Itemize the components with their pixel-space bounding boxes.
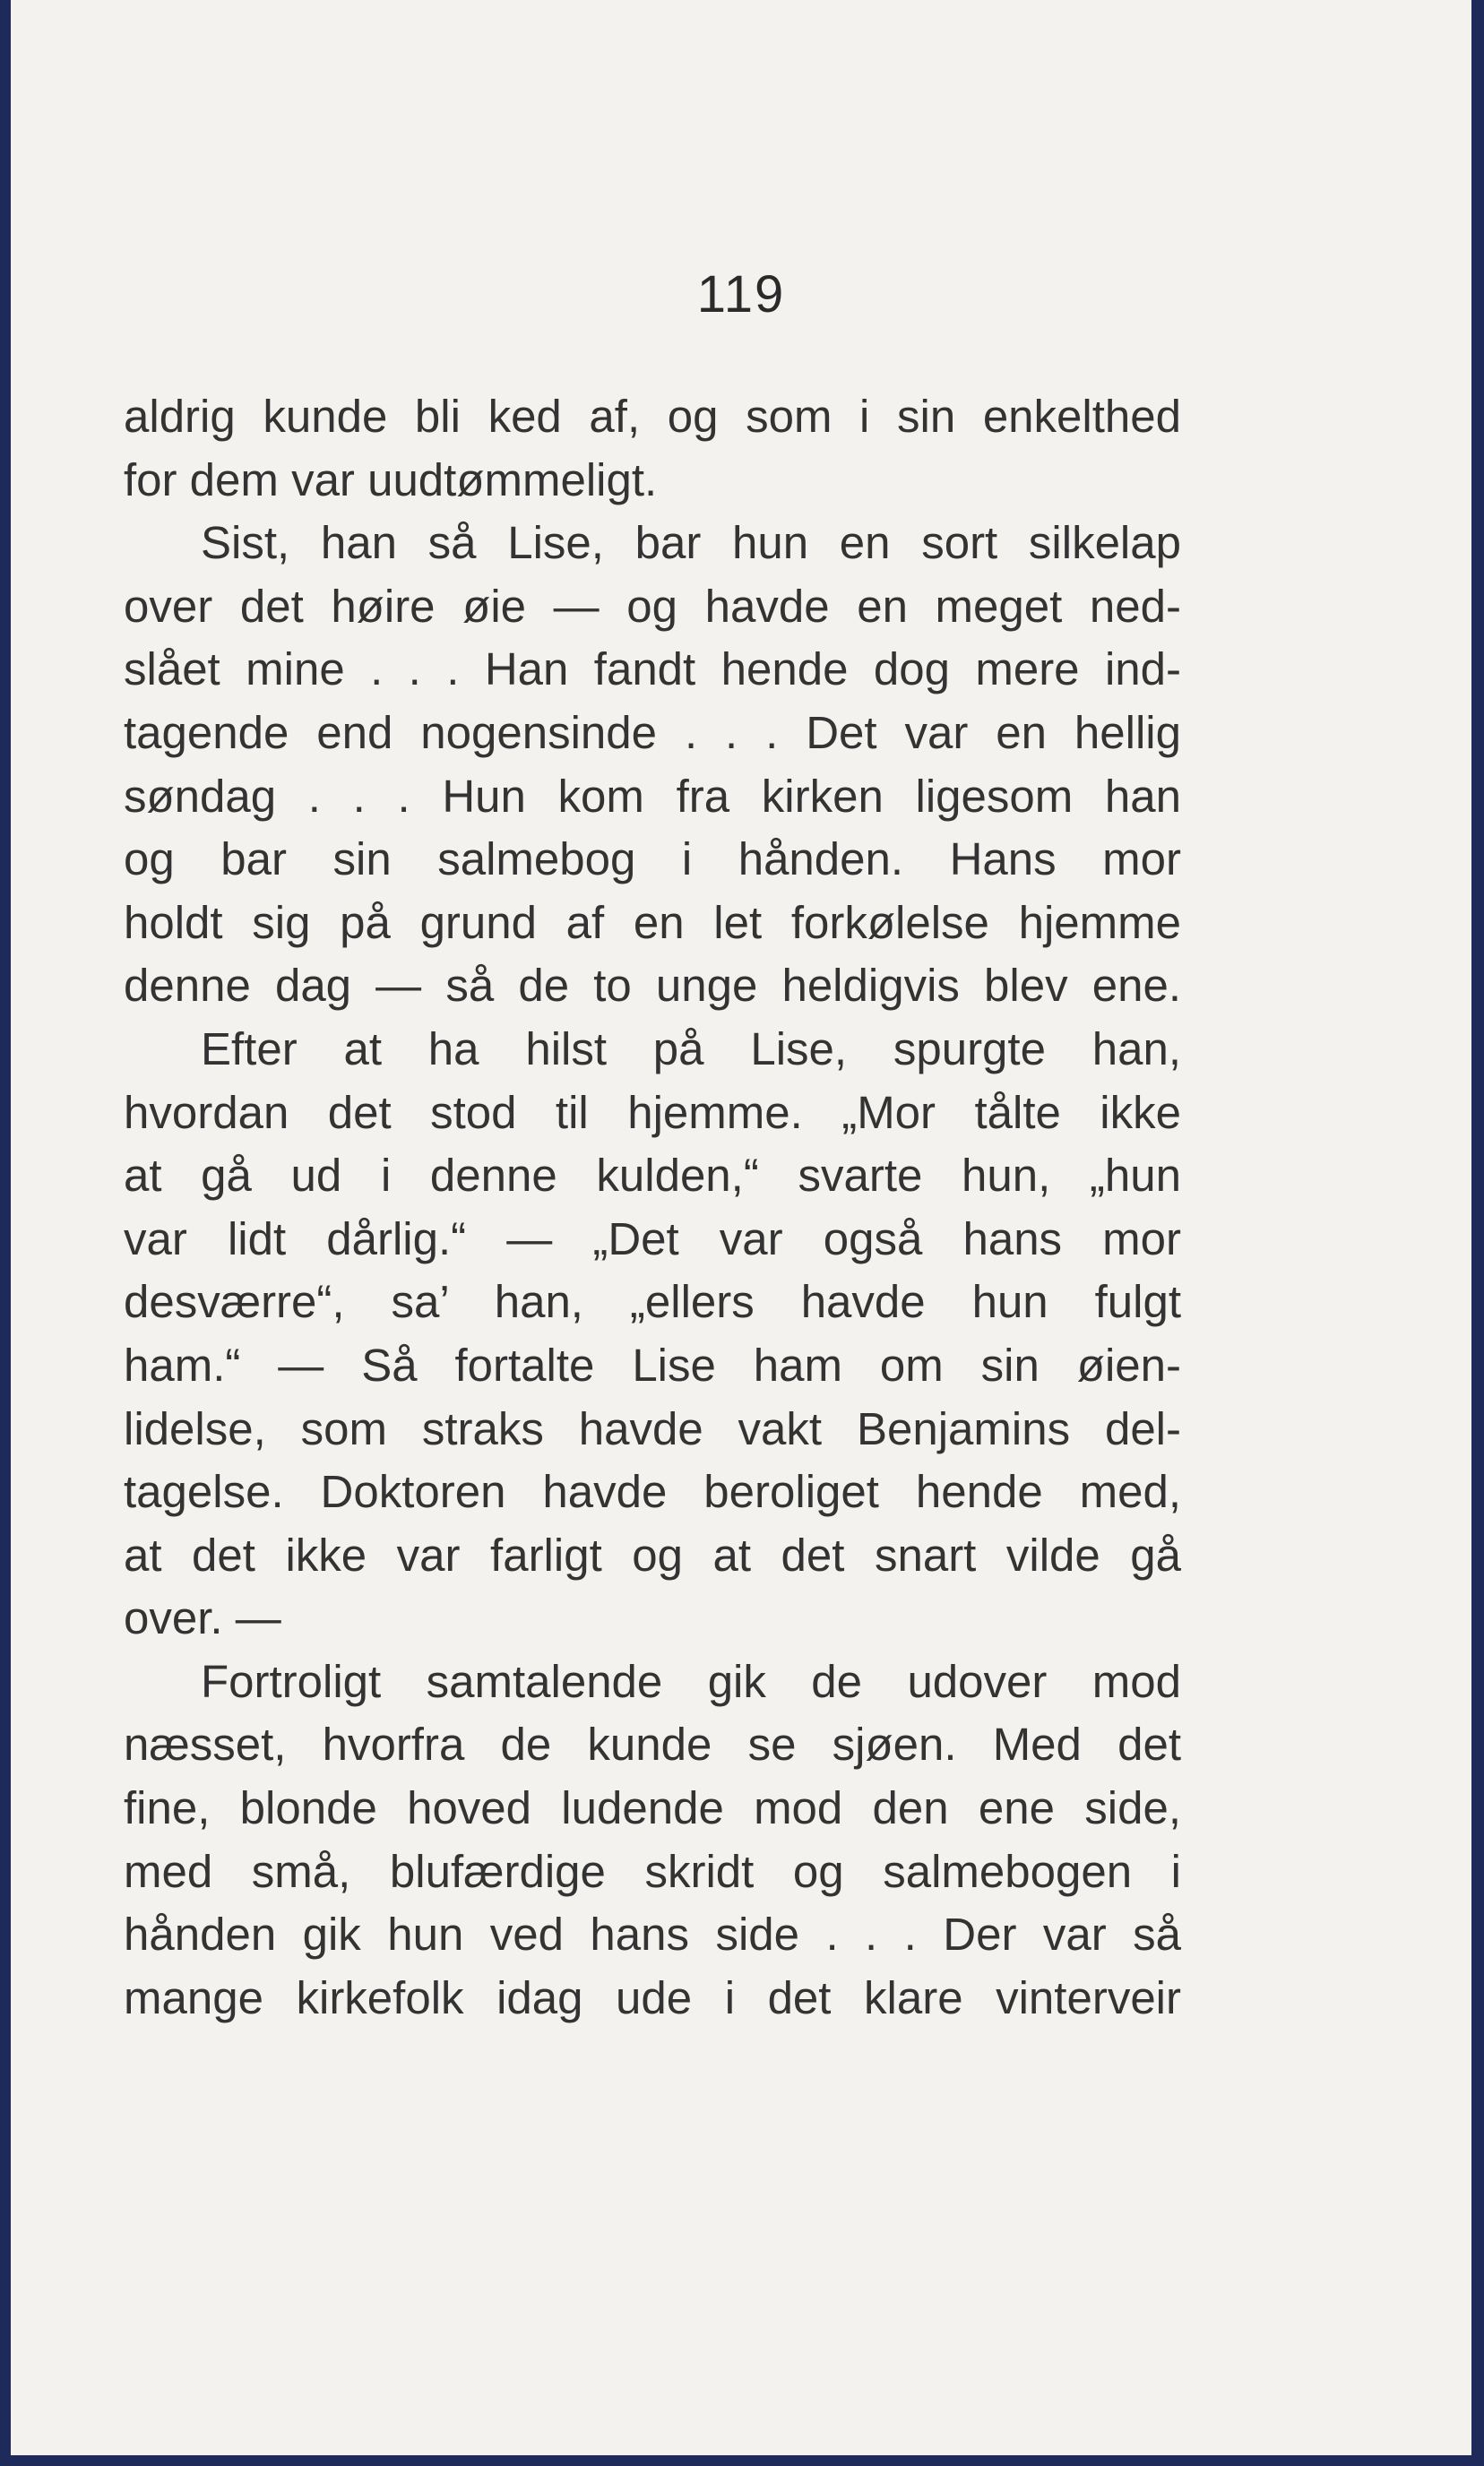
text-line: var lidt dårlig.“ — „Det var også hans mor [124, 1212, 1181, 1264]
text-line: holdt sig på grund af en let forkølelse hjemme [124, 896, 1181, 948]
body-text [124, 385, 1181, 2030]
text-line: ham.“ — Så fortalte Lise ham om sin øien- [124, 1339, 1181, 1391]
text-line: fine, blonde hoved ludende mod den ene side, [124, 1782, 1181, 1834]
text-line: tagende end nogensinde . . . Det var en hellig [124, 706, 1181, 758]
text-line: Fortroligt samtalende gik de udover mod [201, 1655, 1181, 1707]
text-line: aldrig kunde bli ked af, og som i sin enkelthed [124, 391, 1181, 442]
text-line: og bar sin salmebog i hånden. Hans mor [124, 833, 1181, 885]
text-line: mange kirkefolk idag ude i det klare vinterveir [124, 1971, 1181, 2023]
text-line: hånden gik hun ved hans side . . . Der var så [124, 1909, 1181, 1961]
text-line: Sist, han så Lise, bar hun en sort silkelap [201, 517, 1181, 569]
text-line: næsset, hvorfra de kunde se sjøen. Med det [124, 1719, 1181, 1771]
text-line: slået mine . . . Han fandt hende dog mere ind- [124, 643, 1181, 695]
book-page [11, 0, 1471, 2455]
text-line: desværre“, sa’ han, „ellers havde hun fulgt [124, 1276, 1181, 1328]
text-line: søndag . . . Hun kom fra kirken ligesom han [124, 770, 1181, 822]
page-number: 119 [696, 265, 786, 323]
text-line: tagelse. Doktoren havde beroliget hende med, [124, 1466, 1181, 1518]
text-line: Efter at ha hilst på Lise, spurgte han, [201, 1022, 1181, 1074]
text-line: lidelse, som straks havde vakt Benjamins del- [124, 1402, 1181, 1454]
text-line: over det høire øie — og havde en meget ned- [124, 580, 1181, 632]
text-line: denne dag — så de to unge heldigvis blev ene. [124, 960, 1181, 1012]
text-line: at det ikke var farligt og at det snart vilde gå [124, 1529, 1181, 1581]
text-line: at gå ud i denne kulden,“ svarte hun, „hun [124, 1150, 1181, 1202]
text-line: med små, blufærdige skridt og salmebogen i [124, 1845, 1181, 1897]
text-line: for dem var uudtømmeligt. [124, 453, 658, 505]
text-line: hvordan det stod til hjemme. „Mor tålte ikke [124, 1086, 1181, 1138]
text-line: over. — [124, 1592, 281, 1644]
